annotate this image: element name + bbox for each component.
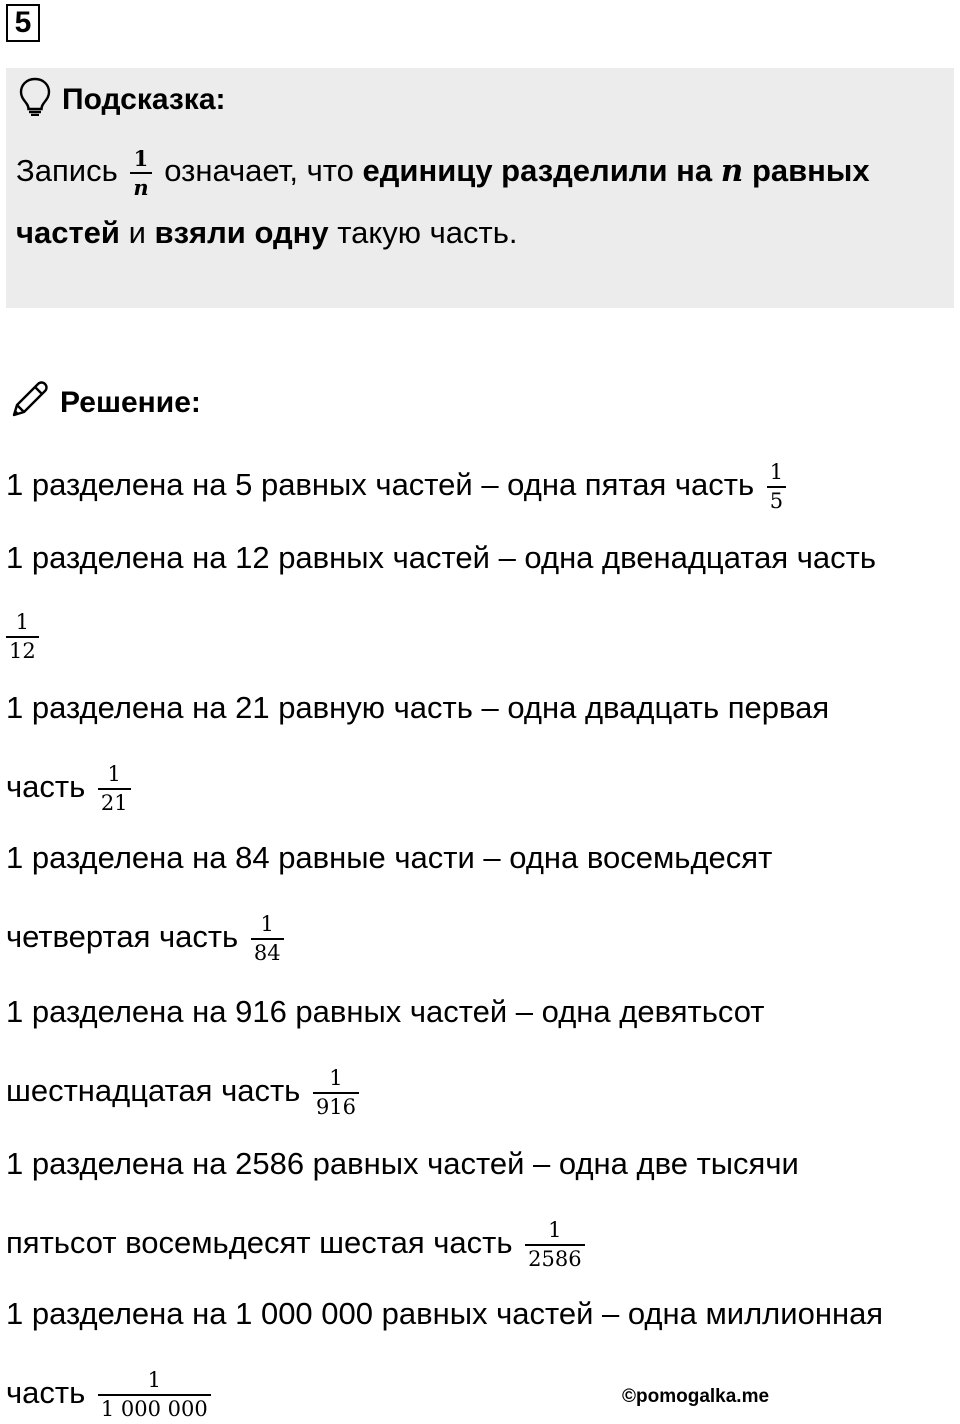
hint-text-3: и [128, 215, 146, 250]
solution-line-text: 1 разделена на 916 равных частей – одна девятьсот [6, 994, 765, 1029]
watermark: ©pomogalka.me [622, 1386, 770, 1407]
fraction-numerator: 1 [329, 1066, 343, 1090]
solution-line [6, 1294, 956, 1334]
solution-title: Решение: [60, 386, 201, 419]
solution-line-text: 1 разделена на 1 000 000 равных частей – одна миллионная [6, 1296, 884, 1331]
fraction-denominator: 21 [98, 788, 131, 814]
hint-text [16, 140, 936, 264]
fraction [767, 462, 786, 512]
fraction-numerator: 1 [15, 610, 30, 634]
solution-line-text: 1 разделена на 21 равную часть – одна двадцать первая [6, 690, 830, 725]
solution-line [6, 1220, 956, 1270]
fraction-denominator: 12 [6, 636, 39, 662]
fraction-numerator: 1 [548, 1218, 562, 1242]
fraction-numerator: 1 [107, 762, 121, 786]
fraction-denominator: 1 000 000 [98, 1394, 211, 1420]
solution-heading [8, 380, 201, 426]
solution-line-text: часть [6, 769, 86, 805]
hint-bold-1: единицу разделили на [362, 153, 713, 188]
solution-line-text: 1 разделена на 2586 равных частей – одна две тысячи [6, 1146, 799, 1181]
fraction-denominator: 2586 [525, 1244, 584, 1270]
solution-line [6, 538, 956, 578]
solution-line [6, 838, 956, 878]
solution-line [6, 764, 956, 814]
solution-line [6, 1068, 956, 1118]
solution-line [6, 612, 956, 662]
hint-fraction [130, 145, 151, 200]
solution-line-text: 1 разделена на 5 равных частей – одна пятая часть [6, 467, 755, 503]
solution-line [6, 1144, 956, 1184]
hint-text-4: такую часть. [337, 215, 518, 250]
lightbulb-icon [18, 76, 52, 124]
fraction-denominator: 5 [767, 486, 786, 512]
solution-line [6, 462, 956, 512]
solution-line [6, 914, 956, 964]
solution-line [6, 1370, 956, 1420]
hint-bold-2: равных [751, 153, 870, 188]
fraction [313, 1068, 359, 1118]
hint-heading [18, 78, 226, 122]
solution-line-text: 1 разделена на 84 равные части – одна восемьдесят [6, 840, 773, 875]
hint-title: Подсказка: [62, 83, 226, 116]
hint-bold-3: частей [16, 215, 120, 250]
fraction [251, 914, 284, 964]
fraction-numerator: 1 [260, 912, 274, 936]
hint-fraction-numerator: 1 [133, 145, 149, 171]
fraction [525, 1220, 584, 1270]
solution-line-text: 1 разделена на 12 равных частей – одна двенадцатая часть [6, 540, 876, 575]
hint-fraction-denominator: n [130, 172, 151, 198]
solution-line-text: четвертая часть [6, 919, 239, 955]
fraction-numerator: 1 [769, 460, 784, 484]
fraction-numerator: 1 [147, 1368, 161, 1392]
fraction [6, 612, 39, 662]
fraction-denominator: 84 [251, 938, 284, 964]
solution-line [6, 688, 956, 728]
fraction [98, 764, 131, 814]
task-number: 5 [6, 4, 40, 42]
fraction [98, 1370, 211, 1420]
solution-line [6, 992, 956, 1032]
hint-text-1: Запись [16, 153, 118, 188]
pencil-icon [8, 377, 52, 429]
hint-text-2: означает, что [164, 153, 354, 188]
solution-line-text: пятьсот восемьдесят шестая часть [6, 1225, 513, 1261]
solution-line-text: часть [6, 1375, 86, 1411]
hint-variable-n: n [720, 153, 744, 189]
solution-line-text: шестнадцатая часть [6, 1073, 301, 1109]
hint-bold-4: взяли одну [154, 215, 329, 250]
fraction-denominator: 916 [313, 1092, 359, 1118]
